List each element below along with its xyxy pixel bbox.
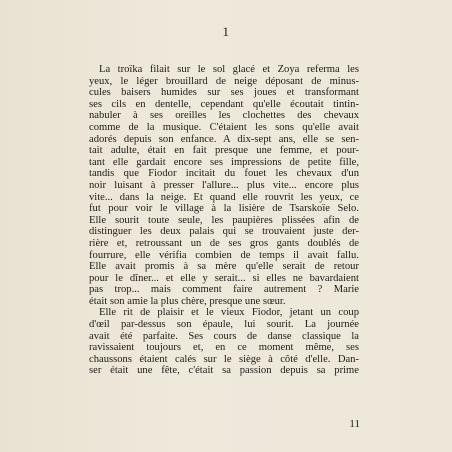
paragraph <box>89 64 359 307</box>
text-line: tandis que Fiodor incitait du fouet les chevaux d'un <box>89 168 359 180</box>
text-line: ravissaient toujours et, en ce moment même, ses <box>89 342 359 354</box>
body-text <box>89 64 359 377</box>
text-line: La troïka filait sur le sol glacé et Zoya referma les <box>99 64 359 75</box>
text-line: avait été parfaite. Ses cours de danse classique la <box>89 330 359 342</box>
chapter-number: 1 <box>222 24 230 39</box>
text-line: fourrure, elle vérifia combien de temps il avait fallu. <box>89 249 359 261</box>
text-line: Elle sourit toute seule, les paupières plissées afin de <box>89 214 359 226</box>
text-line: Elle rit de plaisir et le vieux Fiodor, jetant un coup <box>99 307 359 319</box>
text-line: adorés depuis son enfance. A dix-sept ans, elle se sen- <box>89 133 359 145</box>
text-line: noir luisant à presser l'allure... plus vite... encore plus <box>89 179 359 191</box>
text-line: chaussons étaient calés sur le siège à côté d'elle. Dan- <box>89 353 359 365</box>
text-line: nabuler à ses oreilles les clochettes des chevaux <box>89 110 359 122</box>
text-line: pas trop... mais comment faire autrement ? Marie <box>89 284 359 296</box>
text-line: Elle avait promis à sa mère qu'elle serait de retour <box>89 261 359 273</box>
text-line: vite... dans la neige. Et quand elle rouvrit les yeux, ce <box>89 191 359 203</box>
text-line: était son amie la plus chère, presque une sœur. <box>89 295 286 307</box>
paragraph <box>89 307 359 377</box>
text-line: d'œil par-dessus son épaule, lui sourit. La journée <box>89 319 359 331</box>
page-number: 11 <box>349 418 360 430</box>
text-line: ser était une fête, c'était sa passion depuis sa prime <box>89 365 359 377</box>
text-line: comme de la musique. C'étaient les sons qu'elle avait <box>89 121 359 133</box>
text-line: pour le dîner... et elle y serait... si elles ne bavardaient <box>89 272 359 284</box>
text-line: yeux, le léger brouillard de neige déposant de minus- <box>89 75 359 87</box>
text-line: fut pour voir le village à la lisière de Tsarskoïe Selo. <box>89 203 359 215</box>
text-line: tait adulte, était en fait presque une femme, et pour- <box>89 145 359 157</box>
text-line: distinguer les deux palais qui se trouvaient juste der- <box>89 226 359 238</box>
text-line: ses cils en dentelle, cependant qu'elle écoutait tintin- <box>89 98 359 110</box>
text-line: tant elle gardait encore ses impressions de petite fille, <box>89 156 359 168</box>
text-line: cules baisers humides sur ses joues et transformant <box>89 87 359 99</box>
text-line: rière et, retroussant un de ses gros gants doublés de <box>89 237 359 249</box>
